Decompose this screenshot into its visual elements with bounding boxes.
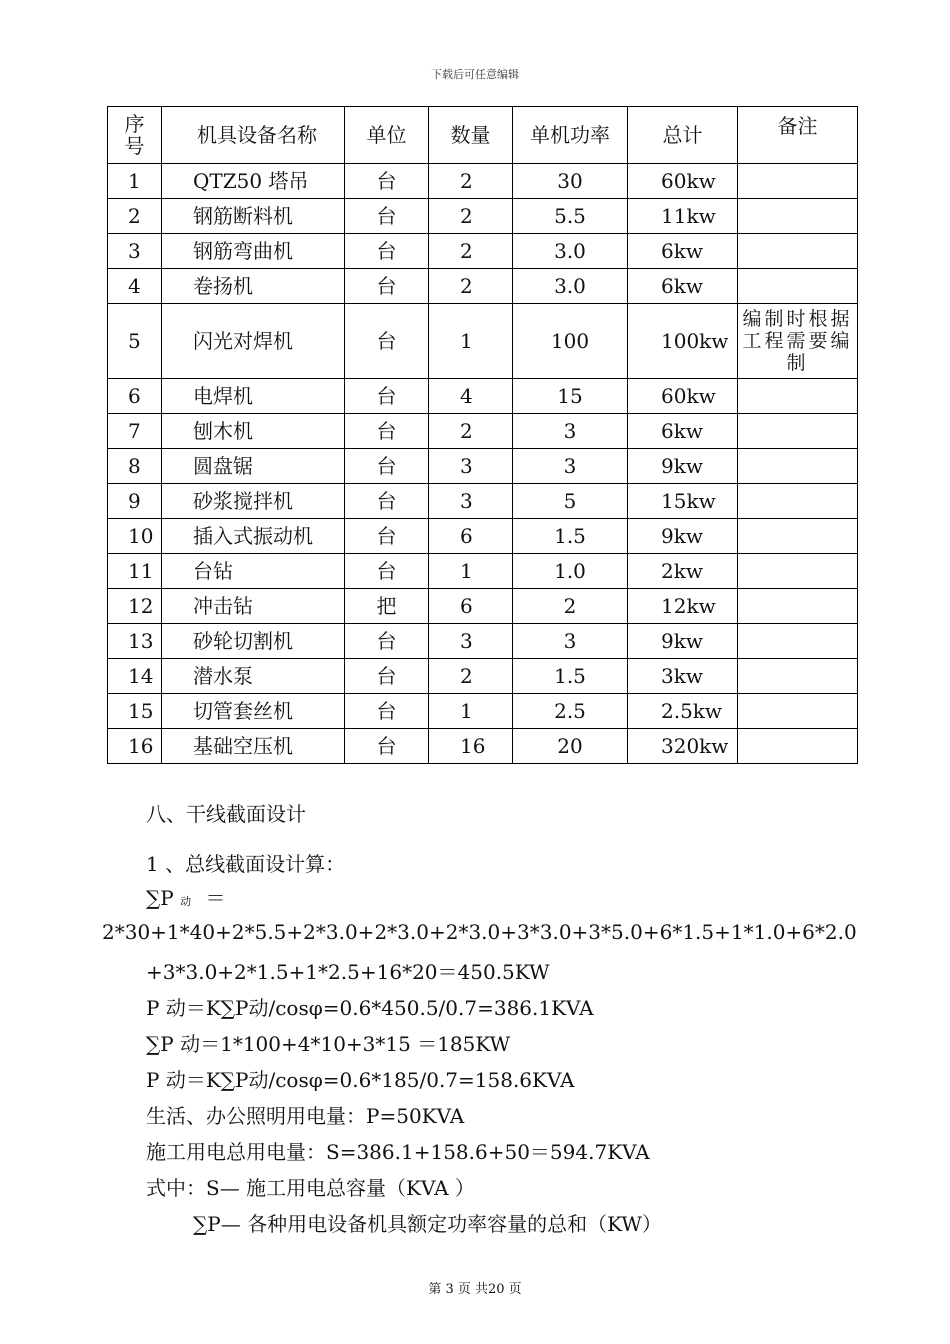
formula-line-4: ∑P 动＝1*100+4*10+3*15 ＝185KW (146, 1032, 511, 1056)
cell-qty: 6 (429, 589, 513, 624)
legend-s: 式中：S— 施工用电总容量（KVA ） (146, 1176, 475, 1200)
table-row (108, 729, 858, 764)
table-header-row (108, 107, 858, 164)
cell-no: 1 (108, 164, 162, 199)
cell-name: 圆盘锯 (162, 449, 345, 484)
table-row (108, 379, 858, 414)
cell-power: 3 (513, 414, 628, 449)
cell-unit: 台 (345, 234, 429, 269)
table-row (108, 199, 858, 234)
cell-name: QTZ50 塔吊 (162, 164, 345, 199)
cell-no: 7 (108, 414, 162, 449)
cell-unit: 台 (345, 414, 429, 449)
cell-unit: 台 (345, 484, 429, 519)
col-header-power: 单机功率 (513, 107, 628, 164)
sum-line (146, 882, 950, 911)
cell-no: 4 (108, 269, 162, 304)
cell-qty: 2 (429, 269, 513, 304)
cell-no: 6 (108, 379, 162, 414)
cell-note (738, 694, 858, 729)
cell-unit: 台 (345, 164, 429, 199)
cell-power: 1.0 (513, 554, 628, 589)
cell-note (738, 449, 858, 484)
cell-power: 2.5 (513, 694, 628, 729)
cell-qty: 16 (429, 729, 513, 764)
page-header: 下载后可任意编辑 (431, 68, 519, 81)
col-header-qty: 数量 (429, 107, 513, 164)
table-row (108, 164, 858, 199)
formula-line-2: +3*3.0+2*1.5+1*2.5+16*20＝450.5KW (146, 960, 550, 984)
cell-note (738, 379, 858, 414)
table-row (108, 449, 858, 484)
cell-note (738, 234, 858, 269)
cell-power: 2 (513, 589, 628, 624)
table-row (108, 624, 858, 659)
cell-total: 3kw (628, 659, 738, 694)
cell-note (738, 554, 858, 589)
cell-total: 15kw (628, 484, 738, 519)
cell-qty: 2 (429, 414, 513, 449)
cell-total: 2.5kw (628, 694, 738, 729)
formula-line-3: P 动＝K∑P动/cosφ=0.6*450.5/0.7=386.1KVA (146, 996, 594, 1020)
cell-total: 9kw (628, 449, 738, 484)
cell-name: 冲击钻 (162, 589, 345, 624)
cell-no: 13 (108, 624, 162, 659)
cell-qty: 6 (429, 519, 513, 554)
sum-label: ∑P (146, 886, 174, 910)
cell-total: 12kw (628, 589, 738, 624)
col-header-note: 备注 (738, 107, 858, 164)
cell-power: 3 (513, 449, 628, 484)
cell-unit: 台 (345, 624, 429, 659)
cell-qty: 2 (429, 199, 513, 234)
cell-qty: 1 (429, 304, 513, 379)
cell-name: 潜水泵 (162, 659, 345, 694)
cell-note (738, 519, 858, 554)
cell-name: 电焊机 (162, 379, 345, 414)
cell-no: 3 (108, 234, 162, 269)
cell-no: 2 (108, 199, 162, 234)
table-row (108, 234, 858, 269)
cell-total: 320kw (628, 729, 738, 764)
cell-qty: 3 (429, 484, 513, 519)
cell-power: 3 (513, 624, 628, 659)
cell-qty: 3 (429, 449, 513, 484)
cell-qty: 2 (429, 234, 513, 269)
page-footer: 第 3 页 共20 页 (428, 1282, 522, 1297)
cell-power: 1.5 (513, 659, 628, 694)
cell-unit: 台 (345, 449, 429, 484)
cell-no: 11 (108, 554, 162, 589)
cell-no: 10 (108, 519, 162, 554)
cell-name: 台钻 (162, 554, 345, 589)
cell-unit: 台 (345, 199, 429, 234)
table-row (108, 304, 858, 379)
cell-name: 基础空压机 (162, 729, 345, 764)
table-row (108, 659, 858, 694)
cell-power: 5 (513, 484, 628, 519)
cell-qty: 2 (429, 164, 513, 199)
cell-total: 6kw (628, 269, 738, 304)
cell-power: 30 (513, 164, 628, 199)
cell-power: 20 (513, 729, 628, 764)
cell-unit: 台 (345, 729, 429, 764)
subsection-heading: 1 、总线截面设计算： (146, 852, 346, 876)
cell-name: 砂轮切割机 (162, 624, 345, 659)
table-row (108, 269, 858, 304)
cell-unit: 台 (345, 379, 429, 414)
cell-qty: 1 (429, 694, 513, 729)
cell-qty: 1 (429, 554, 513, 589)
cell-no: 16 (108, 729, 162, 764)
cell-qty: 3 (429, 624, 513, 659)
sum-subscript: 动 (180, 895, 192, 908)
cell-unit: 台 (345, 659, 429, 694)
cell-power: 15 (513, 379, 628, 414)
cell-unit: 台 (345, 519, 429, 554)
cell-name: 闪光对焊机 (162, 304, 345, 379)
cell-no: 9 (108, 484, 162, 519)
cell-no: 8 (108, 449, 162, 484)
lighting-load: 生活、办公照明用电量：P=50KVA (146, 1104, 465, 1128)
cell-total: 9kw (628, 519, 738, 554)
cell-unit: 台 (345, 694, 429, 729)
cell-power: 5.5 (513, 199, 628, 234)
cell-total: 60kw (628, 379, 738, 414)
cell-unit: 把 (345, 589, 429, 624)
table-row (108, 694, 858, 729)
cell-name: 切管套丝机 (162, 694, 345, 729)
table-row (108, 414, 858, 449)
cell-name: 钢筋断料机 (162, 199, 345, 234)
cell-total: 6kw (628, 234, 738, 269)
cell-no: 5 (108, 304, 162, 379)
cell-total: 100kw (628, 304, 738, 379)
cell-note (738, 659, 858, 694)
cell-total: 11kw (628, 199, 738, 234)
section-heading: 八、干线截面设计 (146, 802, 306, 826)
cell-unit: 台 (345, 269, 429, 304)
cell-total: 6kw (628, 414, 738, 449)
cell-total: 60kw (628, 164, 738, 199)
cell-note (738, 484, 858, 519)
table-row (108, 589, 858, 624)
cell-note (738, 414, 858, 449)
cell-unit: 台 (345, 554, 429, 589)
cell-note (738, 164, 858, 199)
col-header-total: 总计 (628, 107, 738, 164)
cell-note (738, 624, 858, 659)
sum-equals: ＝ (205, 886, 226, 910)
formula-line-1: 2*30+1*40+2*5.5+2*3.0+2*3.0+2*3.0+3*3.0+3*5.0+6*1.5+1*1.0+6*2.0 (102, 920, 857, 944)
cell-total: 2kw (628, 554, 738, 589)
cell-name: 卷扬机 (162, 269, 345, 304)
legend-sum-p: ∑P— 各种用电设备机具额定功率容量的总和（KW） (193, 1212, 662, 1236)
cell-qty: 4 (429, 379, 513, 414)
table-row (108, 484, 858, 519)
cell-no: 14 (108, 659, 162, 694)
col-header-no: 序号 (108, 107, 162, 164)
cell-note: 编制时根据工程需要编制 (738, 304, 858, 379)
cell-note (738, 589, 858, 624)
cell-note (738, 729, 858, 764)
cell-power: 1.5 (513, 519, 628, 554)
cell-name: 刨木机 (162, 414, 345, 449)
cell-unit: 台 (345, 304, 429, 379)
cell-name: 砂浆搅拌机 (162, 484, 345, 519)
cell-name: 插入式振动机 (162, 519, 345, 554)
cell-qty: 2 (429, 659, 513, 694)
cell-name: 钢筋弯曲机 (162, 234, 345, 269)
cell-no: 12 (108, 589, 162, 624)
table-row (108, 554, 858, 589)
col-header-unit: 单位 (345, 107, 429, 164)
cell-note (738, 199, 858, 234)
col-header-name: 机具设备名称 (162, 107, 345, 164)
cell-no: 15 (108, 694, 162, 729)
equipment-table (107, 106, 858, 764)
cell-note (738, 269, 858, 304)
cell-total: 9kw (628, 624, 738, 659)
total-load: 施工用电总用电量：S=386.1+158.6+50＝594.7KVA (146, 1140, 650, 1164)
cell-power: 100 (513, 304, 628, 379)
cell-power: 3.0 (513, 269, 628, 304)
table-row (108, 519, 858, 554)
cell-power: 3.0 (513, 234, 628, 269)
formula-line-5: P 动＝K∑P动/cosφ=0.6*185/0.7=158.6KVA (146, 1068, 575, 1092)
